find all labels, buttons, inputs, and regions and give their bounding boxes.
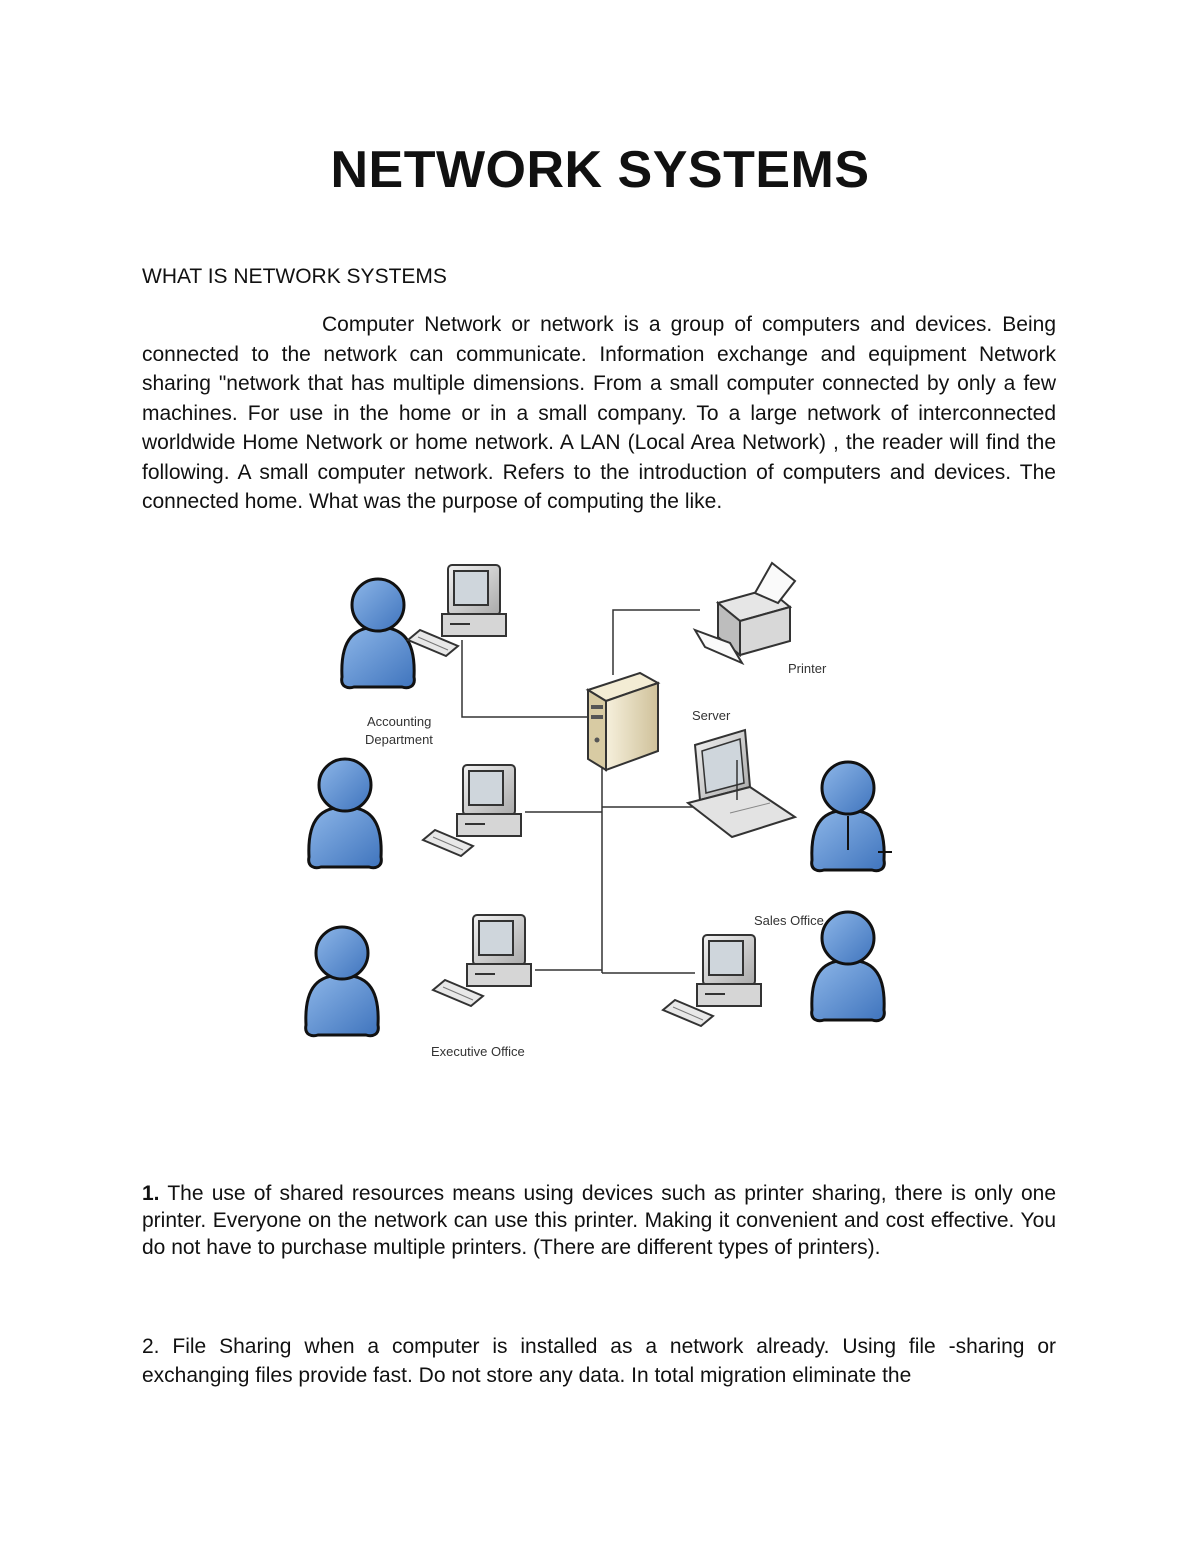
label-department: Department: [365, 732, 433, 747]
workstation-middle-icon: [423, 765, 521, 856]
printer-icon: [695, 563, 795, 663]
user-sales-icon: [812, 912, 885, 1021]
label-sales-office: Sales Office: [754, 913, 824, 928]
intro-paragraph: Computer Network or network is a group of computers and devices. Being connected to the network can communicate. Information exchange and equipment Network sharing "network that has multiple dimensions. From a small computer connected by only a few machines. For use in the home or in a small company. To a large network of interconnected worldwide Home Network or home network. A LAN (Local Area Network) , the reader will find the following. A small computer network. Refers to the introduction of computers and devices. The connected home. What was the purpose of computing the like.: [142, 313, 1056, 513]
server-icon: [588, 673, 658, 770]
user-middle-icon: [309, 759, 382, 868]
label-executive-office: Executive Office: [431, 1044, 525, 1059]
workstation-accounting-icon: [408, 565, 506, 656]
list-item-number: 1.: [142, 1182, 160, 1205]
label-printer: Printer: [788, 661, 827, 676]
list-item-file-sharing: 2. File Sharing when a computer is installed as a network already. Using file -sharing or exchanging files provide fast. Do not store any data. In total migration eliminate the: [142, 1335, 1056, 1387]
network-diagram: [300, 555, 900, 1070]
label-server: Server: [692, 708, 731, 723]
laptop-icon: [688, 730, 795, 837]
list-item-shared-resources: [142, 1180, 1056, 1261]
document-title: NETWORK SYSTEMS: [330, 141, 870, 199]
line-accounting-server: [462, 640, 588, 717]
list-item-text: The use of shared resources means using devices such as printer sharing, there is only one printer. Everyone on the network can use this printer. Making it convenient and cost effective. You do not have to purchase multiple printers. (There are different types of printers).: [142, 1182, 1056, 1259]
user-executive-icon: [306, 927, 379, 1036]
line-server-printer: [613, 610, 700, 675]
user-accounting-icon: [342, 579, 415, 688]
user-laptop-icon: [812, 762, 892, 871]
workstation-sales-icon: [663, 935, 761, 1026]
label-accounting: Accounting: [367, 714, 432, 729]
workstation-executive-icon: [433, 915, 531, 1006]
section-heading: WHAT IS NETWORK SYSTEMS: [142, 265, 447, 288]
